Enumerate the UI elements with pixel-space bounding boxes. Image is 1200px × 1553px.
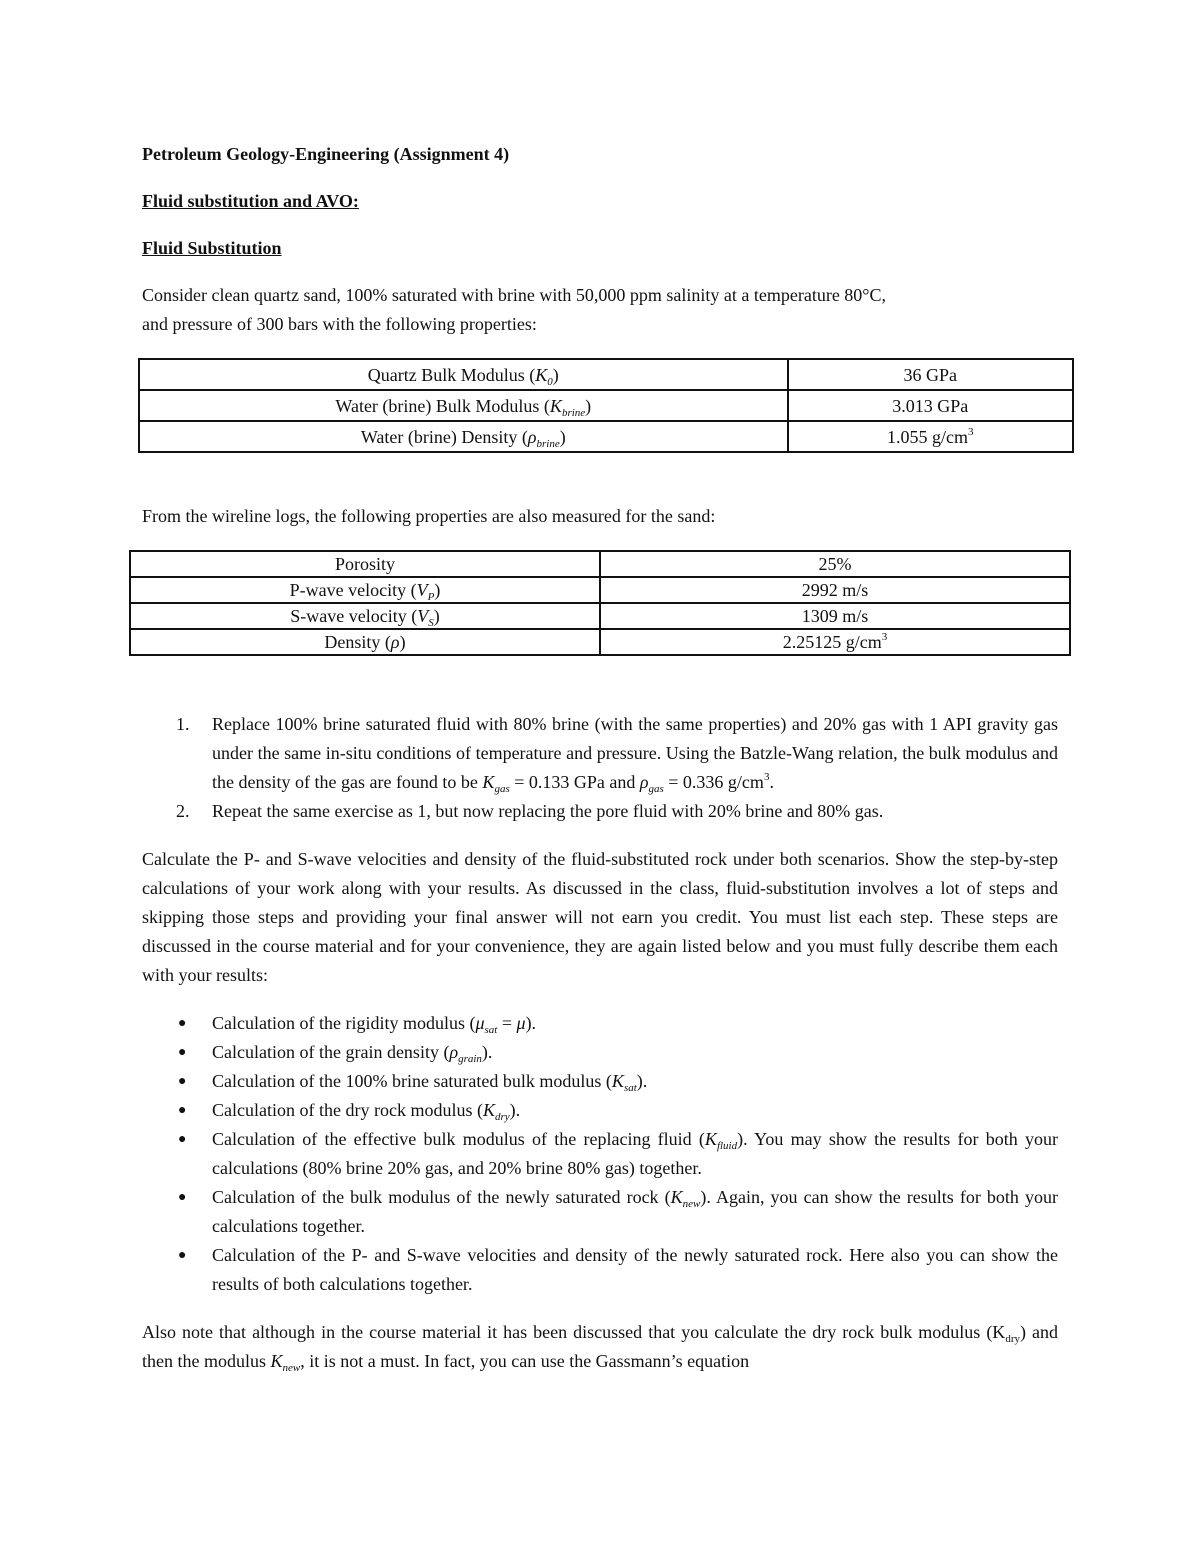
list-number: 1.	[176, 714, 190, 734]
intro-line-2: and pressure of 300 bars with the following properties:	[142, 314, 537, 334]
list-item: ● Calculation of the P- and S-wave velocities and density of the newly saturated rock. Here also you can show the results of both calculations together.	[142, 1241, 1058, 1299]
table-row	[139, 421, 1073, 452]
table-cell-value: 2992 m/s	[600, 577, 1070, 603]
wireline-properties-table	[129, 550, 1071, 656]
document-content	[142, 140, 1058, 1376]
list-item: 2. Repeat the same exercise as 1, but now replacing the pore fluid with 20% brine and 80% gas.	[142, 797, 1058, 826]
intro-line-1: Consider clean quartz sand, 100% saturated with brine with 50,000 ppm salinity at a temperature 80°C,	[142, 285, 887, 305]
list-item: 1. Replace 100% brine saturated fluid with 80% brine (with the same properties) and 20% gas with 1 API gravity gas under the same in-situ conditions of temperature and pressure. Using the Batzle-Wang relation, the bulk modulus and the density of the gas are found to be $K_{gas} = 0.133$ GPa and $\rho_{gas} = 0.336$ $g/cm^3$.	[142, 710, 1058, 797]
list-item: ● Calculation of the bulk modulus of the newly saturated rock $(K_{new})$. Again, you can show the results for both your calculations together.	[142, 1183, 1058, 1241]
table-row	[130, 629, 1070, 655]
document-title: Petroleum Geology-Engineering (Assignment 4)	[142, 144, 510, 164]
list-item: ● Calculation of the 100% brine saturated bulk modulus $(K_{sat})$.	[142, 1067, 1058, 1096]
bullet-icon: ●	[178, 1248, 187, 1263]
bullet-icon: ●	[178, 1074, 187, 1089]
fluid-properties-table	[138, 358, 1074, 453]
table-cell-value: 1309 m/s	[600, 603, 1070, 629]
table-cell-value: 36 GPa	[788, 359, 1073, 390]
table-cell-label: Water (brine) Density $(\rho_{brine})$	[139, 421, 788, 452]
calculation-instructions-paragraph: Calculate the P- and S-wave velocities and density of the fluid-substituted rock under both scenarios. Show the step-by-step calculations of your work along with your results. As discussed in the class, fluid-substitution involves a lot of steps and skipping those steps and providing your final answer will not earn you credit. You must list each step. These steps are discussed in the course material and for your convenience, they are again listed below and you must fully describe them each with your results:	[142, 849, 1058, 985]
bullet-icon: ●	[178, 1045, 187, 1060]
table-cell-label: Density (ρ)	[130, 629, 600, 655]
table-cell-label: S-wave velocity $(V_S)$	[130, 603, 600, 629]
section-heading-fluid-substitution: Fluid Substitution	[142, 238, 282, 258]
list-item: ● Calculation of the effective bulk modulus of the replacing fluid $(K_{fluid})$. You may show the results for both your calculations (80% brine 20% gas, and 20% brine 80% gas) together.	[142, 1125, 1058, 1183]
table-cell-value: 2.25125 $g/cm^3$	[600, 629, 1070, 655]
intro-paragraph	[142, 281, 1058, 339]
bullet-icon: ●	[178, 1016, 187, 1031]
table-row	[139, 359, 1073, 390]
section-heading-fluid-substitution-avo: Fluid substitution and AVO:	[142, 191, 359, 211]
list-item: ● Calculation of the grain density $(\rho_{grain})$.	[142, 1038, 1058, 1067]
table-cell-value: 25%	[600, 551, 1070, 577]
task-list	[142, 710, 1058, 826]
list-item: ● Calculation of the dry rock modulus $(K_{dry})$.	[142, 1096, 1058, 1125]
bullet-icon: ●	[178, 1190, 187, 1205]
table-row	[130, 551, 1070, 577]
table-cell-label: P-wave velocity $(V_P)$	[130, 577, 600, 603]
table-cell-value: 3.013 GPa	[788, 390, 1073, 421]
table-row	[139, 390, 1073, 421]
list-item: ● Calculation of the rigidity modulus $(\mu_{sat} = \mu)$.	[142, 1009, 1058, 1038]
table-cell-label: Water (brine) Bulk Modulus $(K_{brine})$	[139, 390, 788, 421]
table-cell-label: Porosity	[130, 551, 600, 577]
wireline-paragraph: From the wireline logs, the following properties are also measured for the sand:	[142, 506, 716, 526]
list-number: 2.	[176, 801, 190, 821]
table-cell-value: 1.055 $g/cm^3$	[788, 421, 1073, 452]
table-cell-label: Quartz Bulk Modulus $(K_0)$	[139, 359, 788, 390]
steps-list	[142, 1009, 1058, 1299]
table-row	[130, 603, 1070, 629]
bullet-icon: ●	[178, 1132, 187, 1147]
final-note-paragraph: Also note that although in the course material it has been discussed that you calculate the dry rock bulk modulus $(K_{dry})$ and then the modulus $K_{new}$, it is not a must. In fact, you can use the Gassmann’s equation	[142, 1322, 1058, 1374]
table-row	[130, 577, 1070, 603]
bullet-icon: ●	[178, 1103, 187, 1118]
